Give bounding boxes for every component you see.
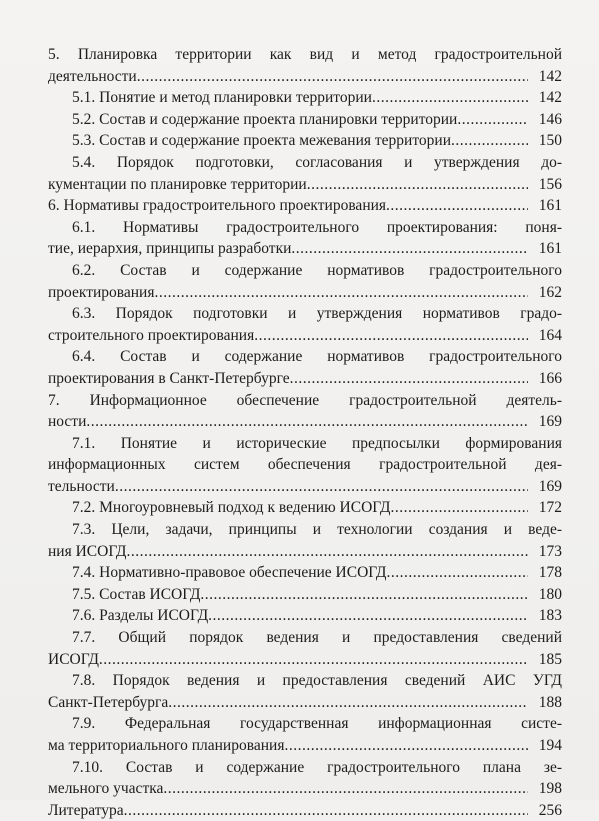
toc-entry-line bbox=[48, 87, 562, 109]
toc-entry-line bbox=[48, 670, 562, 692]
toc-entry-text: 7.4. Нормативно-правовое обеспечение ИСОГД bbox=[72, 564, 387, 582]
page-number: 164 bbox=[538, 326, 562, 344]
toc-entry-text: 6.1. Нормативы градостроительного проектирования: поня- bbox=[72, 218, 562, 236]
toc-entry-line bbox=[48, 260, 562, 282]
toc-entry-text: Литература bbox=[48, 801, 124, 819]
page-number: 142 bbox=[538, 67, 562, 85]
toc-entry-line bbox=[48, 433, 562, 455]
toc-entry bbox=[48, 152, 562, 195]
toc-entry-line bbox=[48, 238, 562, 260]
toc-entry-text: 7.1. Понятие и исторические предпосылки формирования bbox=[72, 434, 562, 452]
toc-entry-text: 6.4. Состав и содержание нормативов градостроительного bbox=[72, 348, 562, 366]
toc-entry bbox=[48, 800, 562, 821]
dot-leader bbox=[307, 174, 528, 196]
toc-entry-text: 7.6. Разделы ИСОГД bbox=[72, 607, 209, 625]
page-number: 185 bbox=[538, 650, 562, 668]
toc-entry-text: 5.1. Понятие и метод планировки территории bbox=[72, 89, 372, 107]
page-number: 169 bbox=[538, 477, 562, 495]
toc-entry-line bbox=[48, 562, 562, 584]
toc-entry bbox=[48, 562, 562, 584]
toc-entry-line bbox=[48, 692, 562, 714]
toc-entry-text: 6. Нормативы градостроительного проектирования bbox=[48, 197, 387, 215]
dot-leader bbox=[115, 476, 528, 498]
toc-entry-text: 7.3. Цели, задачи, принципы и технологии создания и веде- bbox=[72, 521, 562, 539]
toc-entry-line bbox=[48, 757, 562, 779]
toc-entry-text: 7.2. Многоуровневый подход к ведению ИСОГД bbox=[72, 499, 391, 517]
page-number: 169 bbox=[538, 413, 562, 431]
toc-entry-text: мельного участка bbox=[48, 780, 164, 798]
page-number: 194 bbox=[538, 737, 562, 754]
toc-entry-line bbox=[48, 735, 562, 757]
toc-entry-text: 7.10. Состав и содержание градостроительного плана зе- bbox=[72, 758, 562, 776]
toc-entry bbox=[48, 130, 562, 152]
dot-leader bbox=[372, 87, 528, 109]
page-number: 188 bbox=[538, 693, 562, 711]
toc-entry-line bbox=[48, 541, 562, 563]
toc-entry-text: кументации по планировке территории bbox=[48, 175, 307, 193]
toc-entry-text: строительного проектирования bbox=[48, 326, 255, 344]
toc-entry-line bbox=[48, 109, 562, 131]
toc-entry-line bbox=[48, 66, 562, 88]
dot-leader bbox=[290, 368, 528, 390]
table-of-contents bbox=[48, 44, 562, 821]
toc-entry-text: 5. Планировка территории как вид и метод градостроительной bbox=[48, 46, 562, 63]
toc-entry-line bbox=[48, 174, 562, 196]
page-number: 180 bbox=[538, 585, 562, 603]
page-number: 156 bbox=[538, 175, 562, 193]
dot-leader bbox=[200, 584, 528, 606]
toc-entry-line bbox=[48, 454, 562, 476]
toc-entry bbox=[48, 433, 562, 498]
toc-entry bbox=[48, 109, 562, 131]
toc-entry-text: проектирования в Санкт-Петербурге bbox=[48, 369, 290, 387]
toc-entry-line bbox=[48, 649, 562, 671]
toc-entry bbox=[48, 195, 562, 217]
toc-entry-line bbox=[48, 411, 562, 433]
toc-entry bbox=[48, 217, 562, 260]
toc-entry-line bbox=[48, 282, 562, 304]
toc-entry-line bbox=[48, 130, 562, 152]
toc-entry-line bbox=[48, 390, 562, 412]
toc-entry-line bbox=[48, 713, 562, 735]
dot-leader bbox=[99, 649, 528, 671]
toc-entry-text: тие, иерархия, принципы разработки bbox=[48, 240, 292, 258]
page-number: 256 bbox=[538, 801, 562, 819]
toc-entry-line bbox=[48, 605, 562, 627]
toc-entry-line bbox=[48, 368, 562, 390]
toc-entry-line bbox=[48, 303, 562, 325]
page-number: 142 bbox=[538, 89, 562, 107]
page-number: 161 bbox=[538, 240, 562, 258]
toc-entry bbox=[48, 44, 562, 87]
toc-entry-text: 7. Информационное обеспечение градостроительной деятель- bbox=[48, 391, 562, 409]
toc-entry-text: деятельности bbox=[48, 67, 137, 85]
toc-entry bbox=[48, 627, 562, 670]
toc-entry-text: Санкт-Петербурга bbox=[48, 693, 169, 711]
toc-entry-line bbox=[48, 584, 562, 606]
toc-entry-text: ния ИСОГД bbox=[48, 542, 127, 560]
toc-entry-line bbox=[48, 44, 562, 66]
page-number: 172 bbox=[538, 499, 562, 517]
toc-entry-text: 5.3. Состав и содержание проекта межевания территории bbox=[72, 132, 451, 150]
dot-leader bbox=[208, 605, 528, 627]
toc-entry-line bbox=[48, 800, 562, 821]
dot-leader bbox=[284, 735, 528, 757]
dot-leader bbox=[386, 195, 528, 217]
toc-entry-text: 5.2. Состав и содержание проекта планировки территории bbox=[72, 110, 458, 128]
toc-entry-text: 6.3. Порядок подготовки и утверждения нормативов градо- bbox=[72, 305, 562, 323]
toc-entry bbox=[48, 390, 562, 433]
dot-leader bbox=[154, 282, 528, 304]
toc-entry bbox=[48, 605, 562, 627]
toc-entry-text: ма территориального планирования bbox=[48, 737, 285, 754]
dot-leader bbox=[386, 562, 528, 584]
toc-entry bbox=[48, 260, 562, 303]
toc-entry-line bbox=[48, 346, 562, 368]
dot-leader bbox=[168, 692, 528, 714]
page-number: 161 bbox=[538, 197, 562, 215]
toc-entry bbox=[48, 584, 562, 606]
page-number: 146 bbox=[538, 110, 562, 128]
toc-entry bbox=[48, 346, 562, 389]
page-number: 183 bbox=[538, 607, 562, 625]
page-number: 166 bbox=[538, 369, 562, 387]
toc-entry-line bbox=[48, 217, 562, 239]
dot-leader bbox=[390, 497, 528, 519]
toc-entry bbox=[48, 87, 562, 109]
dot-leader bbox=[291, 238, 528, 260]
dot-leader bbox=[451, 130, 528, 152]
toc-entry-text: информационных систем обеспечения градостроительной дея- bbox=[48, 456, 562, 474]
toc-entry-text: 5.4. Порядок подготовки, согласования и утверждения до- bbox=[72, 153, 562, 171]
toc-entry-text: 7.9. Федеральная государственная информационная систе- bbox=[72, 715, 562, 733]
dot-leader bbox=[137, 66, 528, 88]
toc-entry-text: 6.2. Состав и содержание нормативов градостроительного bbox=[72, 261, 562, 279]
toc-entry-line bbox=[48, 778, 562, 800]
toc-entry-line bbox=[48, 152, 562, 174]
toc-entry-text: 7.5. Состав ИСОГД bbox=[72, 585, 201, 603]
toc-entry bbox=[48, 519, 562, 562]
toc-entry-text: тельности bbox=[48, 477, 115, 495]
toc-entry-line bbox=[48, 519, 562, 541]
toc-entry bbox=[48, 757, 562, 800]
dot-leader bbox=[127, 541, 529, 563]
dot-leader bbox=[86, 411, 528, 433]
dot-leader bbox=[254, 325, 528, 347]
toc-entry-line bbox=[48, 627, 562, 649]
toc-entry-text: 7.8. Порядок ведения и предоставления сведений АИС УГД bbox=[72, 672, 562, 690]
toc-entry-line bbox=[48, 497, 562, 519]
dot-leader bbox=[124, 800, 528, 821]
toc-entry-text: проектирования bbox=[48, 283, 155, 301]
toc-entry-line bbox=[48, 476, 562, 498]
page-number: 150 bbox=[538, 132, 562, 150]
toc-entry bbox=[48, 303, 562, 346]
toc-entry-text: ИСОГД bbox=[48, 650, 99, 668]
toc-entry-text: 7.7. Общий порядок ведения и предоставления сведений bbox=[72, 629, 562, 647]
page-number: 162 bbox=[538, 283, 562, 301]
page-number: 198 bbox=[538, 780, 562, 798]
toc-entry bbox=[48, 497, 562, 519]
toc-entry bbox=[48, 713, 562, 756]
toc-entry bbox=[48, 670, 562, 713]
dot-leader bbox=[163, 778, 528, 800]
toc-entry-line bbox=[48, 195, 562, 217]
page-number: 173 bbox=[538, 542, 562, 560]
toc-entry-line bbox=[48, 325, 562, 347]
dot-leader bbox=[457, 109, 528, 131]
page-number: 178 bbox=[538, 564, 562, 582]
toc-entry-text: ности bbox=[48, 413, 87, 431]
